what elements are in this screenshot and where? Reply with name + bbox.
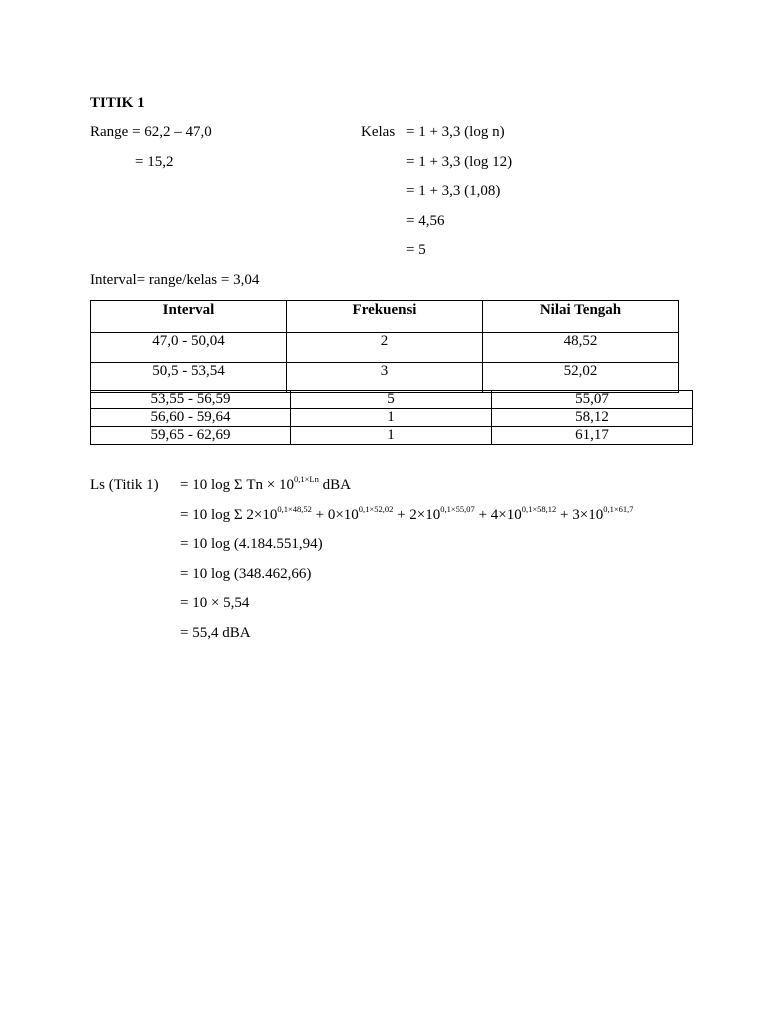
cell-nilai-tengah: 52,02 <box>483 363 679 393</box>
range-line-2: = 15,2 <box>135 154 174 170</box>
cell-nilai-tengah: 55,07 <box>492 391 693 409</box>
cell-frekuensi: 5 <box>291 391 492 409</box>
ls-line1-exponent: 0,1×Ln <box>293 474 319 484</box>
cell-interval: 53,55 - 56,59 <box>91 391 291 409</box>
cell-nilai-tengah: 58,12 <box>492 409 693 427</box>
table-row <box>91 391 693 409</box>
header-nilai-tengah: Nilai Tengah <box>483 301 679 333</box>
ls-formula-line-4: = 10 log (348.462,66) <box>180 566 312 582</box>
ls-formula-line-1 <box>180 476 351 494</box>
cell-nilai-tengah: 61,17 <box>492 427 693 445</box>
ls-formula-line-3: = 10 log (4.184.551,94) <box>180 536 323 552</box>
ls-formula-line-2 <box>180 506 634 524</box>
kelas-step-4: = 4,56 <box>406 213 445 229</box>
table-row <box>91 363 679 393</box>
ls-label: Ls (Titik 1) <box>90 477 159 493</box>
frequency-table-top <box>90 300 679 393</box>
ls-line2-term: + 3×10 <box>556 507 604 523</box>
ls-line2-exponent: 0,1×58,12 <box>521 504 557 514</box>
cell-frekuensi: 3 <box>287 363 483 393</box>
ls-line2-term: = 10 log Σ 2×10 <box>180 507 278 523</box>
table-row <box>91 333 679 363</box>
header-interval: Interval <box>91 301 287 333</box>
cell-frekuensi: 1 <box>291 427 492 445</box>
ls-line2-term: + 4×10 <box>474 507 522 523</box>
kelas-step-3: = 1 + 3,3 (1,08) <box>406 183 501 199</box>
cell-interval: 47,0 - 50,04 <box>91 333 287 363</box>
cell-interval: 50,5 - 53,54 <box>91 363 287 393</box>
table-row <box>91 409 693 427</box>
cell-interval: 59,65 - 62,69 <box>91 427 291 445</box>
kelas-label: Kelas <box>361 124 396 140</box>
kelas-step-1: = 1 + 3,3 (log n) <box>406 124 505 140</box>
kelas-step-5: = 5 <box>406 242 426 258</box>
ls-line1-text: = 10 log Σ Tn × 10 <box>180 477 294 493</box>
table-header-row <box>91 301 679 333</box>
ls-result: = 55,4 dBA <box>180 625 251 641</box>
ls-line2-exponent: 0,1×48,52 <box>277 504 312 514</box>
cell-nilai-tengah: 48,52 <box>483 333 679 363</box>
interval-line: Interval= range/kelas = 3,04 <box>90 272 260 288</box>
ls-line1-unit: dBA <box>318 477 351 493</box>
ls-line2-exponent: 0,1×61,7 <box>603 504 634 514</box>
kelas-step-2: = 1 + 3,3 (log 12) <box>406 154 513 170</box>
ls-line2-exponent: 0,1×52,02 <box>358 504 394 514</box>
ls-line2-term: + 0×10 <box>311 507 359 523</box>
ls-line2-exponent: 0,1×55,07 <box>440 504 475 514</box>
ls-line2-term: + 2×10 <box>393 507 441 523</box>
frequency-table-bottom <box>90 390 693 445</box>
ls-formula-line-5: = 10 × 5,54 <box>180 595 250 611</box>
header-frekuensi: Frekuensi <box>287 301 483 333</box>
table-row <box>91 427 693 445</box>
heading-titik-1: TITIK 1 <box>90 95 145 111</box>
cell-frekuensi: 2 <box>287 333 483 363</box>
range-line-1: Range = 62,2 – 47,0 <box>90 124 212 140</box>
cell-interval: 56,60 - 59,64 <box>91 409 291 427</box>
cell-frekuensi: 1 <box>291 409 492 427</box>
